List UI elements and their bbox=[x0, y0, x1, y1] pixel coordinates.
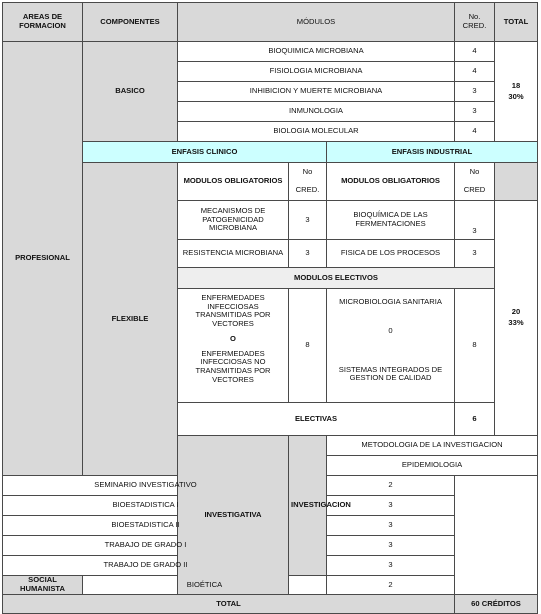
module-credits: 4 bbox=[455, 122, 495, 142]
electivos-header: MODULOS ELECTIVOS bbox=[178, 268, 495, 289]
clinico-obligatorios-header: MODULOS OBLIGATORIOS bbox=[178, 163, 289, 201]
clinico-electivo-b: ENFERMEDADES INFECCIOSAS NO TRANSMITIDAS POR VECTORES bbox=[195, 348, 271, 384]
electivas-credits: 6 bbox=[455, 403, 495, 436]
module-name: BIOQUIMICA MICROBIANA bbox=[178, 42, 455, 62]
clinico-electivo-a: ENFERMEDADES INFECCIOSAS TRANSMITIDAS POR VECTORES bbox=[195, 293, 271, 329]
component-social-humanista: SOCIAL HUMANISTA bbox=[3, 576, 83, 595]
module-name: TRABAJO DE GRADO I bbox=[3, 536, 289, 556]
module-credits: 2 bbox=[327, 476, 455, 496]
industrial-obligatorio-name: FISICA DE LOS PROCESOS bbox=[327, 240, 455, 268]
module-credits: 3 bbox=[327, 536, 455, 556]
clinico-no-label: No bbox=[289, 163, 327, 182]
industrial-cred-label: CRED bbox=[455, 182, 495, 201]
industrial-no-label: No bbox=[455, 163, 495, 182]
clinico-cred-label: CRED. bbox=[289, 182, 327, 201]
module-name: BIOESTADISTICA I bbox=[3, 496, 289, 516]
module-credits: 3 bbox=[455, 82, 495, 102]
module-credits: 3 bbox=[455, 102, 495, 122]
industrial-obligatorios-header: MODULOS OBLIGATORIOS bbox=[327, 163, 455, 201]
industrial-electivo-credits: 8 bbox=[455, 289, 495, 403]
clinico-obligatorio-name: RESISTENCIA MICROBIANA bbox=[178, 240, 289, 268]
module-credits: 4 bbox=[455, 42, 495, 62]
obligatorios-total-blank bbox=[495, 163, 538, 201]
module-name: METODOLOGIA DE LA INVESTIGACION bbox=[327, 436, 538, 456]
module-name: BIOÉTICA bbox=[83, 576, 327, 595]
header-areas: AREAS DE FORMACION bbox=[3, 3, 83, 42]
header-no-cred: No. CRED. bbox=[455, 3, 495, 42]
industrial-electivo-a: MICROBIOLOGIA SANITARIA bbox=[327, 289, 455, 317]
clinico-electivos bbox=[178, 289, 289, 403]
curriculum-table bbox=[2, 2, 538, 614]
header-modulos: MÓDULOS bbox=[178, 3, 455, 42]
enfasis-clinico-header: ENFASIS CLINICO bbox=[83, 142, 327, 163]
flexible-total-percent: 33% bbox=[508, 318, 524, 327]
module-name: BIOESTADISTICA II bbox=[3, 516, 289, 536]
module-name: INHIBICION Y MUERTE MICROBIANA bbox=[178, 82, 455, 102]
footer-total-label: TOTAL bbox=[3, 595, 455, 614]
header-total: TOTAL bbox=[495, 3, 538, 42]
enfasis-industrial-header: ENFASIS INDUSTRIAL bbox=[327, 142, 538, 163]
clinico-electivo-credits: 8 bbox=[289, 289, 327, 403]
flexible-total-credits: 20 bbox=[511, 307, 521, 317]
component-basico: BASICO bbox=[83, 42, 178, 142]
module-name: TRABAJO DE GRADO II bbox=[3, 556, 289, 576]
clinico-obligatorio-credits: 3 bbox=[289, 240, 327, 268]
industrial-obligatorio-credits: 3 bbox=[455, 201, 495, 240]
clinico-obligatorio-credits: 3 bbox=[289, 201, 327, 240]
electivas-label: ELECTIVAS bbox=[178, 403, 455, 436]
module-credits: 3 bbox=[327, 516, 455, 536]
area-investigativa: INVESTIGATIVA bbox=[178, 436, 289, 595]
component-flexible: FLEXIBLE bbox=[83, 163, 178, 476]
module-name: FISIOLOGIA MICROBIANA bbox=[178, 62, 455, 82]
industrial-electivo-or: 0 bbox=[327, 317, 455, 347]
component-investigacion: INVESTIGACION bbox=[289, 436, 327, 576]
clinico-obligatorio-name: MECANISMOS DE PATOGENICIDAD MICROBIANA bbox=[178, 201, 289, 240]
industrial-electivo-b: SISTEMAS INTEGRADOS DE GESTION DE CALIDAD bbox=[327, 347, 455, 403]
basico-total-credits: 18 bbox=[511, 80, 521, 90]
module-credits: 2 bbox=[327, 576, 455, 595]
footer-total-value: 60 CRÉDITOS bbox=[455, 595, 538, 614]
basico-total-percent: 30% bbox=[508, 91, 524, 101]
module-name: BIOLOGIA MOLECULAR bbox=[178, 122, 455, 142]
module-name: SEMINARIO INVESTIGATIVO bbox=[3, 476, 289, 496]
module-credits: 4 bbox=[455, 62, 495, 82]
module-credits: 3 bbox=[327, 496, 455, 516]
area-profesional: PROFESIONAL bbox=[3, 42, 83, 476]
basico-total bbox=[495, 42, 538, 142]
industrial-obligatorio-credits: 3 bbox=[455, 240, 495, 268]
flexible-total bbox=[495, 201, 538, 436]
clinico-electivo-or: O bbox=[230, 333, 236, 343]
module-name: EPIDEMIOLOGIA bbox=[327, 456, 538, 476]
header-componentes: COMPONENTES bbox=[83, 3, 178, 42]
industrial-obligatorio-name: BIOQUÍMICA DE LAS FERMENTACIONES bbox=[327, 201, 455, 240]
module-credits: 3 bbox=[327, 556, 455, 576]
module-name: INMUNOLOGIA bbox=[178, 102, 455, 122]
